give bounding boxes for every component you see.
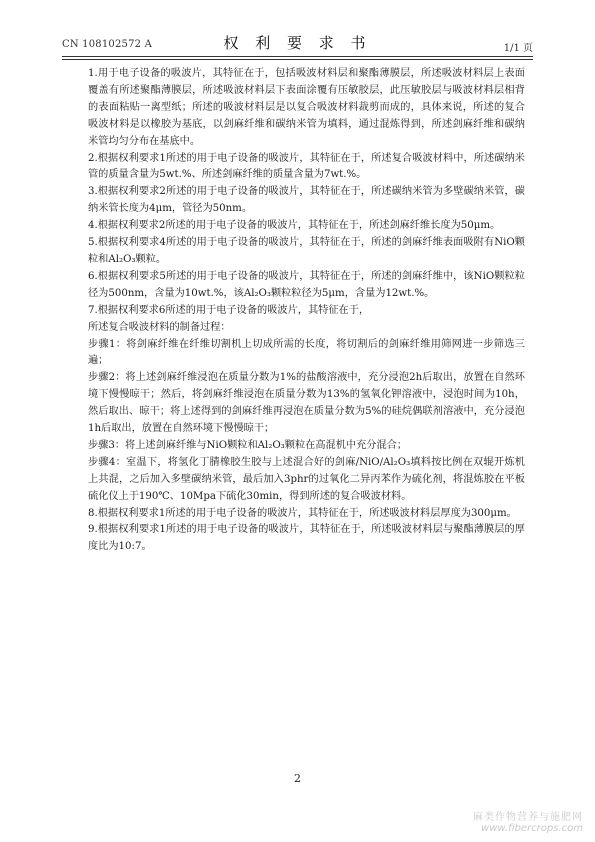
claim-7-step-1: 步骤1：将剑麻纤维在纤维切割机上切成所需的长度，将切割后的剑麻纤维用筛网进一步筛选三遍；: [88, 338, 525, 367]
claim-7-preparation-heading: 所述复合吸波材料的制备过程：: [88, 321, 231, 333]
claim-7-step-2: 步骤2：将上述剑麻纤维浸泡在质量分数为1%的盐酸溶液中，充分浸泡2h后取出，放置在自然环境下慢慢晾干；然后，将剑麻纤维浸泡在质量分数为13%的氢氧化钾溶液中，浸泡时间为10h，然后取出、晾干；将上述得到的剑麻纤维再浸泡在质量分数为5%的硅烷偶联剂溶液中，充分浸泡1h后取出，放置在自然环境下慢慢晾干；: [88, 372, 525, 435]
claim-6: 6.根据权利要求5所述的用于电子设备的吸波片，其特征在于，所述的剑麻纤维中，该NiO颗粒粒径为500nm，含量为10wt.%，该Al₂O₃颗粒粒径为5μm，含量为12wt.%。: [88, 270, 525, 299]
page-header: [62, 32, 533, 54]
watermark-url: www.fibercrops.com: [481, 823, 583, 834]
claims-body: [88, 66, 525, 556]
header-rule-top: [62, 56, 533, 57]
claim-4: 4.根据权利要求2所述的用于电子设备的吸波片，其特征在于，所述剑麻纤维长度为50μm。: [88, 220, 501, 232]
page-of-indicator: 1/1 页: [503, 43, 533, 54]
claim-7-step-3: 步骤3：将上述剑麻纤维与NiO颗粒和Al₂O₃颗粒在高混机中充分混合；: [88, 439, 408, 451]
claim-1: 1.用于电子设备的吸波片，其特征在于，包括吸波材料层和聚酯薄膜层，所述吸波材料层上表面覆盖有所述聚酯薄膜层，所述吸波材料层下表面涂覆有压敏胶层，此压敏胶层与吸波材料层相背的表面粘贴一离型纸；所述的吸波材料层是以复合吸波材料裁剪而成的，具体来说，所述的复合吸波材料是以橡胶为基底，以剑麻纤维和碳纳米管为填料，通过混炼得到，所述剑麻纤维和碳纳米管均匀分布在基底中。: [88, 68, 525, 147]
claim-9: 9.根据权利要求1所述的用于电子设备的吸波片，其特征在于，所述吸波材料层与聚酯薄膜层的厚度比为10:7。: [88, 524, 525, 553]
claim-8: 8.根据权利要求1所述的用于电子设备的吸波片，其特征在于，所述吸波材料层厚度为300μm。: [88, 507, 517, 519]
claim-2: 2.根据权利要求1所述的用于电子设备的吸波片，其特征在于，所述复合吸波材料中，所述碳纳米管的质量含量为5wt.%、所述剑麻纤维的质量含量为7wt.%。: [88, 152, 525, 181]
document-title: 权 利 要 求 书: [223, 34, 372, 52]
claim-5: 5.根据权利要求4所述的用于电子设备的吸波片，其特征在于，所述的剑麻纤维表面吸附有NiO颗粒和Al₂O₃颗粒。: [88, 237, 525, 265]
watermark-site-name: 麻类作物营养与施肥网: [473, 812, 583, 823]
claim-7: 7.根据权利要求6所述的用于电子设备的吸波片，其特征在于，: [88, 304, 370, 316]
watermark: [473, 808, 583, 834]
document-number: CN 108102572 A: [62, 39, 153, 50]
page-number: 2: [294, 772, 301, 785]
claim-7-step-4: 步骤4：室温下，将氢化丁腈橡胶生胶与上述混合好的剑麻/NiO/Al₂O₃填料按比例在双辊开炼机上共混，之后加入多壁碳纳米管，最后加入3phr的过氧化二异丙苯作为硫化剂，将混炼胶在平板硫化仪上于190℃、10Mpa下硫化30min，得到所述的复合吸波材料。: [88, 456, 525, 502]
header-rule-bottom: [62, 59, 533, 60]
claim-3: 3.根据权利要求2所述的用于电子设备的吸波片，其特征在于，所述碳纳米管为多壁碳纳米管，碳纳米管长度为4μm，管径为50nm。: [88, 186, 525, 215]
